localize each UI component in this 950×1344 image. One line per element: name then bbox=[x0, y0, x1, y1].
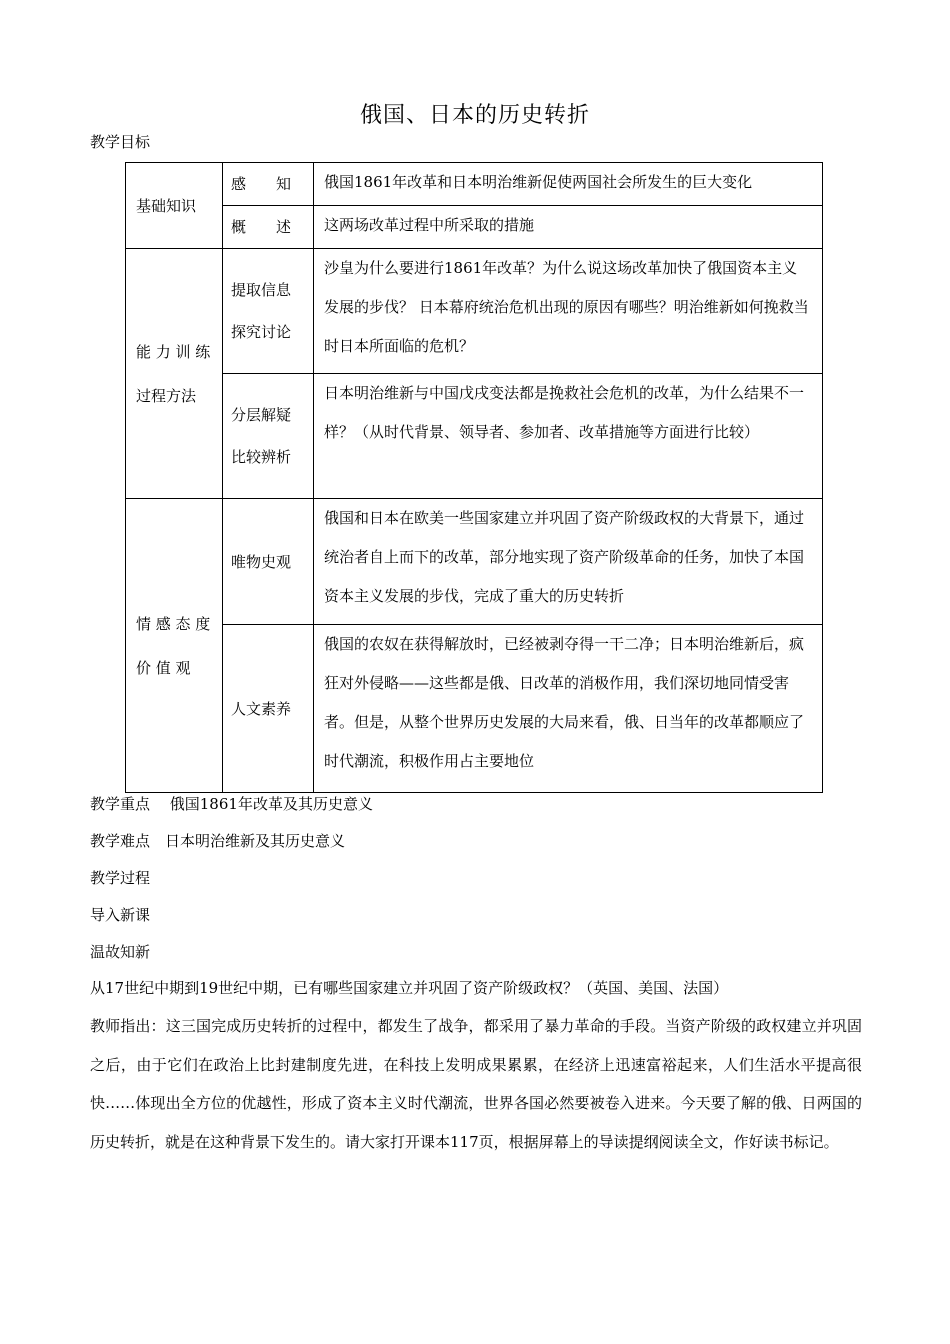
ability-label-line1: 能 力 训 练 bbox=[136, 342, 211, 361]
emotion-label-line2: 价 值 观 bbox=[136, 658, 191, 677]
perceive-cell: 感 知 bbox=[223, 163, 314, 206]
page-title: 俄国、日本的历史转折 bbox=[359, 103, 590, 128]
extract-info-line1: 提取信息 bbox=[231, 281, 292, 299]
summarize-cell: 概 述 bbox=[223, 206, 314, 249]
process: 教学过程 bbox=[90, 869, 151, 887]
emotion-label-line1: 情 感 态 度 bbox=[136, 614, 211, 633]
materialism-cell: 唯物史观 bbox=[223, 499, 314, 625]
teacher-note: 教师指出：这三国完成历史转折的过程中，都发生了战争，都采用了暴力革命的手段。当资产阶级的政权建立并巩固之后，由于它们在政治上比封建制度先进，在科技上发明成果累累，在经济上迅速富裕起来，人们生活水平提高很快……体现出全方位的优越性，形成了资本主义时代潮流，世界各国必然要被卷入进来。今天要了解的俄、日两国的历史转折，就是在这种背景下发生的。请大家打开课本117页，根据屏幕上的导读提纲阅读全文，作好读书标记。 bbox=[90, 1017, 862, 1151]
extract-info-line2: 探究讨论 bbox=[231, 323, 292, 341]
extract-info-text: 沙皇为什么要进行1861年改革？为什么说这场改革加快了俄国资本主义发展的步伐？ 日本幕府统治危机出现的原因有哪些？明治维新如何挽救当时日本所面临的危机？ bbox=[314, 249, 823, 374]
ability-label-line2: 过程方法 bbox=[136, 386, 197, 405]
materialism-text: 俄国和日本在欧美一些国家建立并巩固了资产阶级政权的大背景下，通过统治者自上而下的改革，部分地实现了资产阶级革命的任务，加快了本国资本主义发展的步伐，完成了重大的历史转折 bbox=[314, 499, 823, 625]
basic-knowledge-cell: 基础知识 bbox=[126, 163, 223, 249]
layered-cell bbox=[223, 374, 314, 499]
difficulty: 教学难点 日本明治维新及其历史意义 bbox=[90, 832, 346, 850]
humanities-cell: 人文素养 bbox=[223, 625, 314, 793]
intro: 导入新课 bbox=[90, 906, 151, 924]
extract-info-cell bbox=[223, 249, 314, 374]
key-point: 教学重点 俄国1861年改革及其历史意义 bbox=[90, 795, 373, 813]
summarize-text: 这两场改革过程中所采取的措施 bbox=[314, 206, 823, 249]
goals-table bbox=[125, 162, 823, 793]
ability-cell bbox=[126, 249, 223, 499]
layered-line2: 比较辨析 bbox=[231, 448, 292, 466]
question: 从17世纪中期到19世纪中期，已有哪些国家建立并巩固了资产阶级政权？（英国、美国、法国） bbox=[90, 979, 729, 997]
emotion-cell bbox=[126, 499, 223, 793]
layered-line1: 分层解疑 bbox=[231, 406, 292, 424]
goals-label: 教学目标 bbox=[90, 133, 151, 151]
perceive-text: 俄国1861年改革和日本明治维新促使两国社会所发生的巨大变化 bbox=[314, 163, 823, 206]
humanities-text: 俄国的农奴在获得解放时，已经被剥夺得一干二净；日本明治维新后，疯狂对外侵略——这些都是俄、日改革的消极作用，我们深切地同情受害者。但是，从整个世界历史发展的大局来看，俄、日当年的改革都顺应了时代潮流，积极作用占主要地位 bbox=[314, 625, 823, 793]
layered-text: 日本明治维新与中国戊戌变法都是挽救社会危机的改革，为什么结果不一样？（从时代背景、领导者、参加者、改革措施等方面进行比较） bbox=[314, 374, 823, 499]
review: 温故知新 bbox=[90, 943, 151, 961]
